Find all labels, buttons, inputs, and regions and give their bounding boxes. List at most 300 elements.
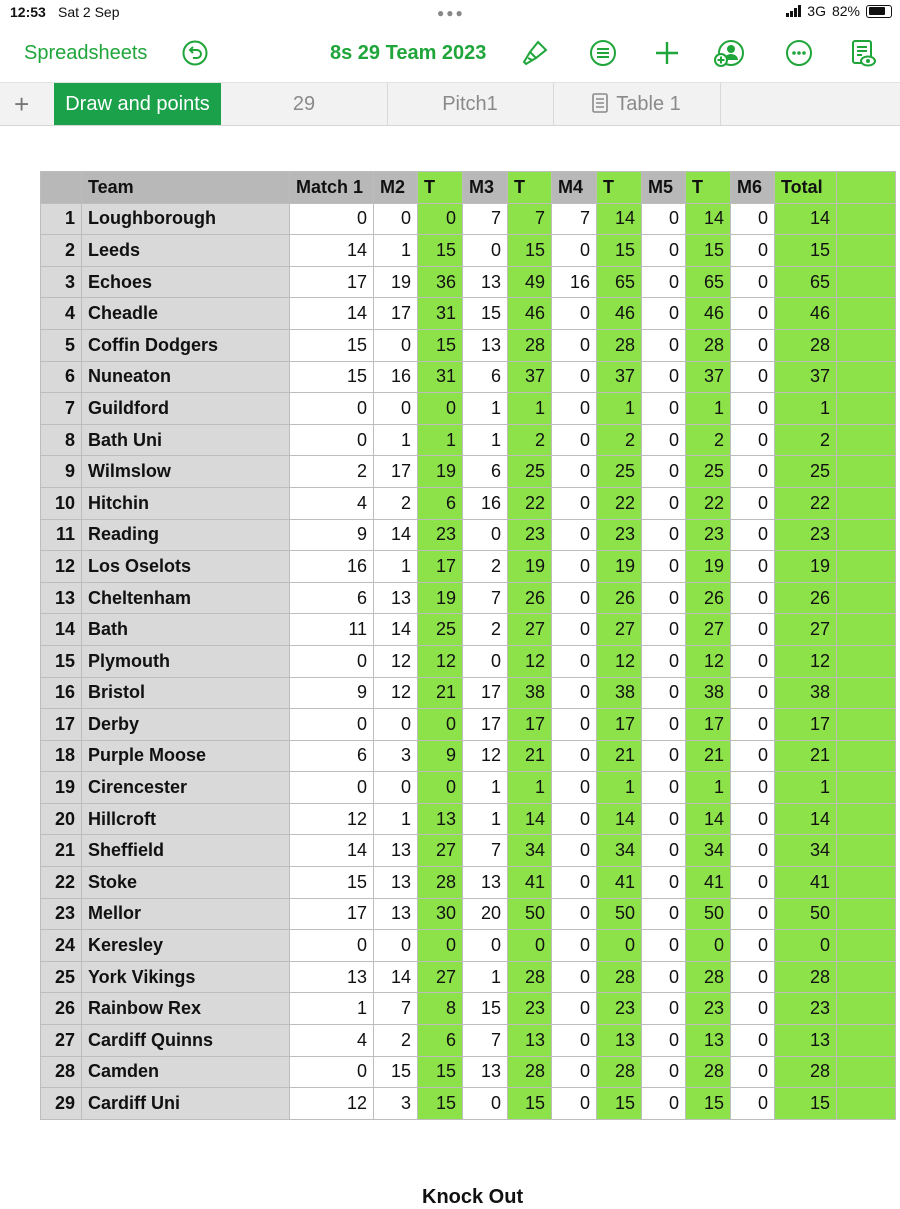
- score-cell[interactable]: 0: [552, 930, 597, 962]
- score-cell[interactable]: 0: [463, 235, 508, 267]
- score-cell[interactable]: 0: [642, 203, 686, 235]
- total-cell[interactable]: 37: [775, 361, 837, 393]
- team-name-cell[interactable]: Nuneaton: [82, 361, 290, 393]
- empty-cell[interactable]: [837, 614, 896, 646]
- total-cell[interactable]: 28: [597, 329, 642, 361]
- score-cell[interactable]: 9: [290, 519, 374, 551]
- tab-table-1[interactable]: [553, 83, 721, 125]
- total-cell[interactable]: 23: [686, 993, 731, 1025]
- score-cell[interactable]: 0: [731, 235, 775, 267]
- empty-cell[interactable]: [837, 519, 896, 551]
- team-name-cell[interactable]: Reading: [82, 519, 290, 551]
- empty-cell[interactable]: [837, 203, 896, 235]
- score-cell[interactable]: 0: [731, 1056, 775, 1088]
- empty-cell[interactable]: [837, 361, 896, 393]
- score-cell[interactable]: 1: [374, 424, 418, 456]
- team-name-cell[interactable]: Hitchin: [82, 487, 290, 519]
- total-cell[interactable]: 1: [597, 393, 642, 425]
- score-cell[interactable]: 0: [552, 456, 597, 488]
- total-cell[interactable]: 1: [686, 393, 731, 425]
- total-cell[interactable]: 12: [508, 645, 552, 677]
- score-cell[interactable]: 7: [463, 835, 508, 867]
- total-cell[interactable]: 17: [686, 709, 731, 741]
- total-cell[interactable]: 17: [418, 551, 463, 583]
- team-name-cell[interactable]: Coffin Dodgers: [82, 329, 290, 361]
- score-cell[interactable]: 0: [731, 456, 775, 488]
- total-cell[interactable]: 25: [418, 614, 463, 646]
- total-cell[interactable]: 28: [775, 961, 837, 993]
- row-index-cell[interactable]: 25: [41, 961, 82, 993]
- score-cell[interactable]: 14: [290, 298, 374, 330]
- score-cell[interactable]: 1: [463, 803, 508, 835]
- total-cell[interactable]: 50: [597, 898, 642, 930]
- score-cell[interactable]: 13: [374, 835, 418, 867]
- total-cell[interactable]: 37: [686, 361, 731, 393]
- score-cell[interactable]: 0: [290, 393, 374, 425]
- row-index-cell[interactable]: 1: [41, 203, 82, 235]
- score-cell[interactable]: 0: [374, 329, 418, 361]
- more-icon[interactable]: [784, 38, 814, 68]
- total-cell[interactable]: 21: [508, 740, 552, 772]
- score-cell[interactable]: 0: [642, 898, 686, 930]
- total-cell[interactable]: 34: [597, 835, 642, 867]
- team-name-cell[interactable]: Plymouth: [82, 645, 290, 677]
- score-cell[interactable]: 0: [731, 582, 775, 614]
- total-cell[interactable]: 12: [597, 645, 642, 677]
- total-cell[interactable]: 0: [418, 709, 463, 741]
- total-cell[interactable]: 26: [686, 582, 731, 614]
- total-cell[interactable]: 15: [775, 1088, 837, 1120]
- row-index-cell[interactable]: 6: [41, 361, 82, 393]
- team-name-cell[interactable]: Cheadle: [82, 298, 290, 330]
- score-cell[interactable]: 0: [290, 772, 374, 804]
- score-cell[interactable]: 0: [552, 898, 597, 930]
- back-to-spreadsheets-button[interactable]: Spreadsheets: [24, 42, 148, 64]
- team-name-cell[interactable]: Bath Uni: [82, 424, 290, 456]
- row-index-cell[interactable]: 10: [41, 487, 82, 519]
- score-cell[interactable]: 0: [290, 203, 374, 235]
- score-cell[interactable]: 0: [731, 329, 775, 361]
- score-cell[interactable]: 2: [463, 551, 508, 583]
- total-cell[interactable]: 22: [686, 487, 731, 519]
- score-cell[interactable]: 15: [463, 298, 508, 330]
- total-cell[interactable]: 46: [686, 298, 731, 330]
- score-cell[interactable]: 13: [463, 266, 508, 298]
- total-cell[interactable]: 41: [775, 867, 837, 899]
- row-index-cell[interactable]: 17: [41, 709, 82, 741]
- total-cell[interactable]: 38: [597, 677, 642, 709]
- score-cell[interactable]: 0: [552, 645, 597, 677]
- score-cell[interactable]: 0: [642, 551, 686, 583]
- multitasking-dots-icon[interactable]: ●●●: [437, 6, 465, 20]
- score-cell[interactable]: 0: [731, 867, 775, 899]
- score-cell[interactable]: 14: [374, 519, 418, 551]
- team-name-cell[interactable]: Hillcroft: [82, 803, 290, 835]
- total-cell[interactable]: 28: [775, 329, 837, 361]
- score-cell[interactable]: 0: [642, 582, 686, 614]
- score-cell[interactable]: 0: [463, 1088, 508, 1120]
- score-cell[interactable]: 13: [374, 867, 418, 899]
- score-cell[interactable]: 0: [374, 203, 418, 235]
- total-cell[interactable]: 49: [508, 266, 552, 298]
- score-cell[interactable]: 3: [374, 740, 418, 772]
- empty-cell[interactable]: [837, 393, 896, 425]
- score-cell[interactable]: 0: [642, 961, 686, 993]
- score-cell[interactable]: 0: [552, 803, 597, 835]
- score-cell[interactable]: 14: [374, 961, 418, 993]
- score-cell[interactable]: 7: [374, 993, 418, 1025]
- score-cell[interactable]: 0: [731, 772, 775, 804]
- empty-cell[interactable]: [837, 456, 896, 488]
- total-cell[interactable]: 37: [597, 361, 642, 393]
- team-name-cell[interactable]: Cheltenham: [82, 582, 290, 614]
- empty-cell[interactable]: [837, 898, 896, 930]
- total-cell[interactable]: 46: [508, 298, 552, 330]
- empty-cell[interactable]: [837, 1088, 896, 1120]
- col-header-m6[interactable]: M6: [731, 172, 775, 204]
- total-cell[interactable]: 19: [508, 551, 552, 583]
- total-cell[interactable]: 1: [508, 772, 552, 804]
- total-cell[interactable]: 28: [775, 1056, 837, 1088]
- row-index-cell[interactable]: 29: [41, 1088, 82, 1120]
- score-cell[interactable]: 0: [731, 614, 775, 646]
- score-cell[interactable]: 14: [290, 835, 374, 867]
- score-cell[interactable]: 0: [642, 740, 686, 772]
- row-index-cell[interactable]: 15: [41, 645, 82, 677]
- score-cell[interactable]: 2: [374, 487, 418, 519]
- score-cell[interactable]: 0: [642, 1025, 686, 1057]
- score-cell[interactable]: 0: [642, 993, 686, 1025]
- score-cell[interactable]: 0: [552, 551, 597, 583]
- total-cell[interactable]: 13: [775, 1025, 837, 1057]
- total-cell[interactable]: 15: [508, 1088, 552, 1120]
- score-cell[interactable]: 7: [463, 1025, 508, 1057]
- score-cell[interactable]: 0: [463, 645, 508, 677]
- score-cell[interactable]: 14: [290, 235, 374, 267]
- total-cell[interactable]: 27: [686, 614, 731, 646]
- score-cell[interactable]: 0: [374, 772, 418, 804]
- total-cell[interactable]: 22: [597, 487, 642, 519]
- empty-cell[interactable]: [837, 266, 896, 298]
- total-cell[interactable]: 14: [686, 203, 731, 235]
- team-name-cell[interactable]: Stoke: [82, 867, 290, 899]
- total-cell[interactable]: 13: [508, 1025, 552, 1057]
- col-header-t2[interactable]: T: [508, 172, 552, 204]
- team-name-cell[interactable]: Camden: [82, 1056, 290, 1088]
- score-cell[interactable]: 0: [642, 930, 686, 962]
- total-cell[interactable]: 22: [775, 487, 837, 519]
- total-cell[interactable]: 28: [418, 867, 463, 899]
- row-index-cell[interactable]: 11: [41, 519, 82, 551]
- total-cell[interactable]: 0: [775, 930, 837, 962]
- total-cell[interactable]: 1: [775, 393, 837, 425]
- empty-cell[interactable]: [837, 709, 896, 741]
- score-cell[interactable]: 6: [463, 361, 508, 393]
- score-cell[interactable]: 1: [374, 803, 418, 835]
- total-cell[interactable]: 50: [508, 898, 552, 930]
- score-cell[interactable]: 6: [290, 740, 374, 772]
- total-cell[interactable]: 21: [775, 740, 837, 772]
- row-index-cell[interactable]: 28: [41, 1056, 82, 1088]
- team-name-cell[interactable]: Keresley: [82, 930, 290, 962]
- score-cell[interactable]: 0: [731, 835, 775, 867]
- score-cell[interactable]: 0: [731, 266, 775, 298]
- score-cell[interactable]: 0: [642, 709, 686, 741]
- total-cell[interactable]: 27: [418, 961, 463, 993]
- score-cell[interactable]: 0: [642, 235, 686, 267]
- total-cell[interactable]: 26: [775, 582, 837, 614]
- total-cell[interactable]: 50: [686, 898, 731, 930]
- score-cell[interactable]: 7: [552, 203, 597, 235]
- team-name-cell[interactable]: Mellor: [82, 898, 290, 930]
- team-name-cell[interactable]: Leeds: [82, 235, 290, 267]
- row-index-cell[interactable]: 13: [41, 582, 82, 614]
- score-cell[interactable]: 0: [731, 930, 775, 962]
- team-name-cell[interactable]: Wilmslow: [82, 456, 290, 488]
- score-cell[interactable]: 0: [642, 361, 686, 393]
- score-cell[interactable]: 13: [374, 582, 418, 614]
- score-cell[interactable]: 0: [552, 393, 597, 425]
- score-cell[interactable]: 13: [463, 329, 508, 361]
- total-cell[interactable]: 1: [686, 772, 731, 804]
- total-cell[interactable]: 13: [597, 1025, 642, 1057]
- score-cell[interactable]: 7: [463, 203, 508, 235]
- total-cell[interactable]: 37: [508, 361, 552, 393]
- score-cell[interactable]: 0: [552, 677, 597, 709]
- score-cell[interactable]: 0: [290, 930, 374, 962]
- total-cell[interactable]: 15: [418, 1056, 463, 1088]
- row-index-cell[interactable]: 27: [41, 1025, 82, 1057]
- score-cell[interactable]: 0: [731, 993, 775, 1025]
- score-cell[interactable]: 2: [463, 614, 508, 646]
- row-index-cell[interactable]: 4: [41, 298, 82, 330]
- total-cell[interactable]: 25: [597, 456, 642, 488]
- score-cell[interactable]: 0: [642, 487, 686, 519]
- total-cell[interactable]: 23: [418, 519, 463, 551]
- score-cell[interactable]: 6: [463, 456, 508, 488]
- tab-draw-and-points[interactable]: [54, 83, 221, 125]
- total-cell[interactable]: 28: [597, 961, 642, 993]
- total-cell[interactable]: 27: [418, 835, 463, 867]
- score-cell[interactable]: 9: [290, 677, 374, 709]
- total-cell[interactable]: 31: [418, 298, 463, 330]
- total-cell[interactable]: 23: [686, 519, 731, 551]
- score-cell[interactable]: 0: [731, 424, 775, 456]
- row-index-cell[interactable]: 19: [41, 772, 82, 804]
- score-cell[interactable]: 0: [642, 456, 686, 488]
- empty-cell[interactable]: [837, 740, 896, 772]
- col-header-t1[interactable]: T: [418, 172, 463, 204]
- total-cell[interactable]: 22: [508, 487, 552, 519]
- score-cell[interactable]: 12: [290, 803, 374, 835]
- score-cell[interactable]: 17: [290, 898, 374, 930]
- total-cell[interactable]: 41: [686, 867, 731, 899]
- team-name-cell[interactable]: Bristol: [82, 677, 290, 709]
- row-index-cell[interactable]: 2: [41, 235, 82, 267]
- total-cell[interactable]: 14: [775, 803, 837, 835]
- score-cell[interactable]: 13: [463, 867, 508, 899]
- total-cell[interactable]: 15: [686, 1088, 731, 1120]
- team-name-cell[interactable]: Cirencester: [82, 772, 290, 804]
- score-cell[interactable]: 13: [374, 898, 418, 930]
- total-cell[interactable]: 19: [597, 551, 642, 583]
- total-cell[interactable]: 9: [418, 740, 463, 772]
- score-cell[interactable]: 0: [552, 361, 597, 393]
- total-cell[interactable]: 1: [597, 772, 642, 804]
- score-cell[interactable]: 0: [552, 582, 597, 614]
- total-cell[interactable]: 38: [508, 677, 552, 709]
- total-cell[interactable]: 15: [597, 235, 642, 267]
- empty-cell[interactable]: [837, 1056, 896, 1088]
- score-cell[interactable]: 0: [642, 393, 686, 425]
- team-name-cell[interactable]: York Vikings: [82, 961, 290, 993]
- team-name-cell[interactable]: Echoes: [82, 266, 290, 298]
- empty-cell[interactable]: [837, 551, 896, 583]
- total-cell[interactable]: 14: [597, 803, 642, 835]
- score-cell[interactable]: 0: [642, 1056, 686, 1088]
- empty-cell[interactable]: [837, 487, 896, 519]
- team-name-cell[interactable]: Loughborough: [82, 203, 290, 235]
- total-cell[interactable]: 28: [686, 961, 731, 993]
- total-cell[interactable]: 19: [686, 551, 731, 583]
- score-cell[interactable]: 0: [552, 1025, 597, 1057]
- score-cell[interactable]: 0: [731, 298, 775, 330]
- total-cell[interactable]: 2: [775, 424, 837, 456]
- score-cell[interactable]: 16: [374, 361, 418, 393]
- score-cell[interactable]: 0: [731, 487, 775, 519]
- score-cell[interactable]: 4: [290, 487, 374, 519]
- row-index-cell[interactable]: 21: [41, 835, 82, 867]
- row-index-cell[interactable]: 20: [41, 803, 82, 835]
- total-cell[interactable]: 15: [686, 235, 731, 267]
- score-cell[interactable]: 0: [731, 203, 775, 235]
- total-cell[interactable]: 13: [686, 1025, 731, 1057]
- total-cell[interactable]: 23: [775, 993, 837, 1025]
- total-cell[interactable]: 28: [508, 329, 552, 361]
- row-index-cell[interactable]: 23: [41, 898, 82, 930]
- total-cell[interactable]: 8: [418, 993, 463, 1025]
- score-cell[interactable]: 0: [552, 424, 597, 456]
- score-cell[interactable]: 15: [290, 329, 374, 361]
- total-cell[interactable]: 21: [418, 677, 463, 709]
- total-cell[interactable]: 1: [775, 772, 837, 804]
- score-cell[interactable]: 16: [463, 487, 508, 519]
- total-cell[interactable]: 25: [508, 456, 552, 488]
- total-cell[interactable]: 14: [597, 203, 642, 235]
- score-cell[interactable]: 0: [642, 614, 686, 646]
- row-index-cell[interactable]: 9: [41, 456, 82, 488]
- score-cell[interactable]: 0: [374, 930, 418, 962]
- empty-cell[interactable]: [837, 803, 896, 835]
- score-cell[interactable]: 17: [463, 709, 508, 741]
- total-cell[interactable]: 28: [686, 1056, 731, 1088]
- score-cell[interactable]: 0: [463, 519, 508, 551]
- row-index-cell[interactable]: 3: [41, 266, 82, 298]
- score-cell[interactable]: 0: [731, 519, 775, 551]
- empty-cell[interactable]: [837, 298, 896, 330]
- row-index-cell[interactable]: 26: [41, 993, 82, 1025]
- score-cell[interactable]: 0: [552, 1088, 597, 1120]
- empty-cell[interactable]: [837, 930, 896, 962]
- team-name-cell[interactable]: Cardiff Quinns: [82, 1025, 290, 1057]
- total-cell[interactable]: 0: [418, 930, 463, 962]
- team-name-cell[interactable]: Derby: [82, 709, 290, 741]
- score-cell[interactable]: 1: [463, 961, 508, 993]
- empty-cell[interactable]: [837, 772, 896, 804]
- score-cell[interactable]: 1: [374, 235, 418, 267]
- total-cell[interactable]: 15: [775, 235, 837, 267]
- total-cell[interactable]: 6: [418, 487, 463, 519]
- score-cell[interactable]: 0: [642, 867, 686, 899]
- score-cell[interactable]: 0: [552, 740, 597, 772]
- reading-view-icon[interactable]: [848, 38, 878, 68]
- undo-icon[interactable]: [182, 40, 208, 66]
- total-cell[interactable]: 65: [597, 266, 642, 298]
- score-cell[interactable]: 0: [463, 930, 508, 962]
- total-cell[interactable]: 46: [597, 298, 642, 330]
- total-cell[interactable]: 27: [597, 614, 642, 646]
- col-header-t3[interactable]: T: [597, 172, 642, 204]
- total-cell[interactable]: 19: [418, 582, 463, 614]
- score-cell[interactable]: 15: [290, 867, 374, 899]
- score-cell[interactable]: 0: [731, 803, 775, 835]
- total-cell[interactable]: 2: [508, 424, 552, 456]
- total-cell[interactable]: 0: [508, 930, 552, 962]
- score-cell[interactable]: 0: [731, 740, 775, 772]
- score-cell[interactable]: 0: [642, 772, 686, 804]
- score-cell[interactable]: 15: [374, 1056, 418, 1088]
- score-cell[interactable]: 12: [290, 1088, 374, 1120]
- score-cell[interactable]: 0: [642, 645, 686, 677]
- empty-cell[interactable]: [837, 645, 896, 677]
- score-cell[interactable]: 13: [463, 1056, 508, 1088]
- total-cell[interactable]: 34: [508, 835, 552, 867]
- total-cell[interactable]: 13: [418, 803, 463, 835]
- score-cell[interactable]: 0: [642, 329, 686, 361]
- total-cell[interactable]: 65: [686, 266, 731, 298]
- total-cell[interactable]: 15: [418, 235, 463, 267]
- total-cell[interactable]: 1: [418, 424, 463, 456]
- row-index-cell[interactable]: 16: [41, 677, 82, 709]
- score-cell[interactable]: 17: [290, 266, 374, 298]
- total-cell[interactable]: 28: [508, 1056, 552, 1088]
- score-cell[interactable]: 0: [290, 709, 374, 741]
- total-cell[interactable]: 25: [686, 456, 731, 488]
- total-cell[interactable]: 15: [597, 1088, 642, 1120]
- total-cell[interactable]: 31: [418, 361, 463, 393]
- score-cell[interactable]: 13: [290, 961, 374, 993]
- score-cell[interactable]: 0: [642, 1088, 686, 1120]
- score-cell[interactable]: 0: [731, 1025, 775, 1057]
- total-cell[interactable]: 0: [418, 393, 463, 425]
- team-name-cell[interactable]: Bath: [82, 614, 290, 646]
- score-cell[interactable]: 17: [374, 456, 418, 488]
- total-cell[interactable]: 14: [508, 803, 552, 835]
- score-cell[interactable]: 0: [642, 803, 686, 835]
- score-cell[interactable]: 0: [642, 298, 686, 330]
- row-index-cell[interactable]: 5: [41, 329, 82, 361]
- score-cell[interactable]: 11: [290, 614, 374, 646]
- empty-cell[interactable]: [837, 1025, 896, 1057]
- empty-cell[interactable]: [837, 424, 896, 456]
- total-cell[interactable]: 23: [597, 519, 642, 551]
- total-cell[interactable]: 28: [508, 961, 552, 993]
- team-name-cell[interactable]: Rainbow Rex: [82, 993, 290, 1025]
- score-cell[interactable]: 0: [642, 424, 686, 456]
- score-cell[interactable]: 0: [731, 709, 775, 741]
- score-cell[interactable]: 0: [552, 961, 597, 993]
- col-header-m2[interactable]: M2: [374, 172, 418, 204]
